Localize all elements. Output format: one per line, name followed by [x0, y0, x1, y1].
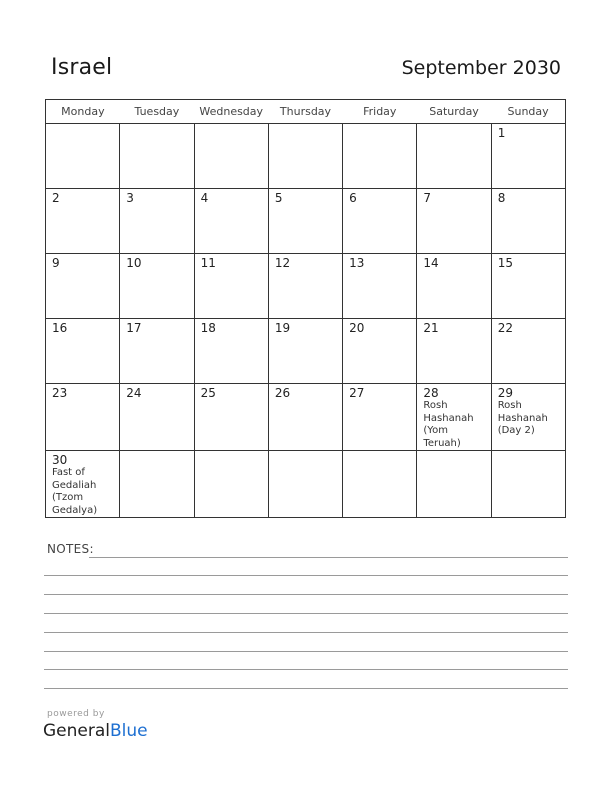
- day-number: 26: [274, 386, 291, 400]
- day-cell: [194, 189, 268, 254]
- note-line: [44, 669, 568, 670]
- day-cell: [46, 189, 120, 254]
- day-cell: [194, 384, 268, 451]
- day-cell: [417, 451, 491, 518]
- day-cell: [120, 254, 194, 319]
- day-cell: [343, 254, 417, 319]
- note-line: [89, 557, 568, 558]
- weekday-header: Friday: [343, 100, 417, 124]
- day-cell: [120, 124, 194, 189]
- powered-by-text: powered by: [47, 709, 105, 719]
- week-row: [46, 124, 566, 189]
- note-line: [44, 575, 568, 576]
- holiday-label: Rosh Hashanah (Yom Teruah): [423, 400, 474, 449]
- day-cell: [268, 124, 342, 189]
- day-number: 24: [126, 386, 142, 400]
- day-number: 18: [200, 321, 216, 335]
- day-cell: [343, 319, 417, 384]
- day-cell: [417, 319, 491, 384]
- weekday-header: Thursday: [268, 100, 342, 124]
- brand-logo: [43, 721, 148, 741]
- country-title: Israel: [51, 55, 113, 80]
- day-cell: [268, 384, 342, 451]
- day-number: 19: [274, 321, 291, 335]
- day-number: 27: [349, 386, 365, 400]
- day-number: 13: [349, 256, 365, 270]
- day-cell: [194, 254, 268, 319]
- day-number: 1: [497, 126, 506, 140]
- notes-label: NOTES:: [47, 542, 94, 556]
- day-number: 7: [423, 191, 432, 205]
- day-number: 5: [274, 191, 283, 205]
- day-number: 8: [497, 191, 506, 205]
- note-line: [44, 688, 568, 689]
- week-row: [46, 384, 566, 451]
- day-number: 9: [52, 256, 60, 270]
- note-line: [44, 613, 568, 614]
- day-number: 3: [126, 191, 134, 205]
- day-cell: [343, 124, 417, 189]
- day-cell: [194, 124, 268, 189]
- day-cell: [491, 319, 565, 384]
- day-number: 12: [274, 256, 291, 270]
- day-number: 11: [200, 256, 216, 270]
- day-cell: [268, 451, 342, 518]
- week-row: [46, 254, 566, 319]
- day-number: 20: [349, 321, 365, 335]
- day-cell: [46, 384, 120, 451]
- day-number: 16: [52, 321, 68, 335]
- day-cell: [491, 124, 565, 189]
- day-cell: [120, 319, 194, 384]
- day-cell: [268, 319, 342, 384]
- day-cell: [268, 254, 342, 319]
- day-number: 28: [423, 386, 439, 400]
- day-cell: [46, 254, 120, 319]
- day-cell: [343, 451, 417, 518]
- weekday-header: Sunday: [491, 100, 565, 124]
- day-cell: [194, 451, 268, 518]
- day-cell: [343, 189, 417, 254]
- day-cell: [46, 319, 120, 384]
- weekday-header: Saturday: [417, 100, 491, 124]
- day-cell: [46, 451, 120, 518]
- holiday-label: Rosh Hashanah (Day 2): [497, 400, 548, 436]
- day-number: 22: [497, 321, 513, 335]
- day-cell: [491, 451, 565, 518]
- week-row: [46, 189, 566, 254]
- day-cell: [120, 384, 194, 451]
- day-number: 30: [52, 453, 68, 467]
- day-number: 29: [497, 386, 513, 400]
- weekday-header-row: [46, 100, 566, 124]
- day-cell: [417, 384, 491, 451]
- day-cell: [417, 254, 491, 319]
- note-line: [44, 632, 568, 633]
- weekday-header: Tuesday: [120, 100, 194, 124]
- day-cell: [120, 451, 194, 518]
- day-number: 14: [423, 256, 439, 270]
- day-cell: [417, 189, 491, 254]
- day-cell: [194, 319, 268, 384]
- day-number: 2: [52, 191, 60, 205]
- week-row: [46, 451, 566, 518]
- month-title: September 2030: [401, 57, 561, 79]
- day-cell: [268, 189, 342, 254]
- brand-blue: Blue: [110, 721, 148, 741]
- day-number: 21: [423, 321, 439, 335]
- day-cell: [491, 384, 565, 451]
- day-cell: [491, 189, 565, 254]
- holiday-label: Fast of Gedaliah (Tzom Gedalya): [52, 467, 98, 516]
- calendar-grid: [45, 99, 566, 518]
- day-number: 10: [126, 256, 142, 270]
- brand-general: General: [43, 721, 110, 741]
- weekday-header: Monday: [46, 100, 120, 124]
- day-number: 17: [126, 321, 142, 335]
- day-cell: [343, 384, 417, 451]
- day-number: 23: [52, 386, 68, 400]
- day-cell: [46, 124, 120, 189]
- weekday-header: Wednesday: [194, 100, 268, 124]
- day-number: 15: [497, 256, 513, 270]
- day-cell: [417, 124, 491, 189]
- note-line: [44, 594, 568, 595]
- day-number: 25: [200, 386, 216, 400]
- day-cell: [120, 189, 194, 254]
- day-number: 6: [349, 191, 357, 205]
- day-cell: [491, 254, 565, 319]
- week-row: [46, 319, 566, 384]
- note-line: [44, 651, 568, 652]
- day-number: 4: [200, 191, 209, 205]
